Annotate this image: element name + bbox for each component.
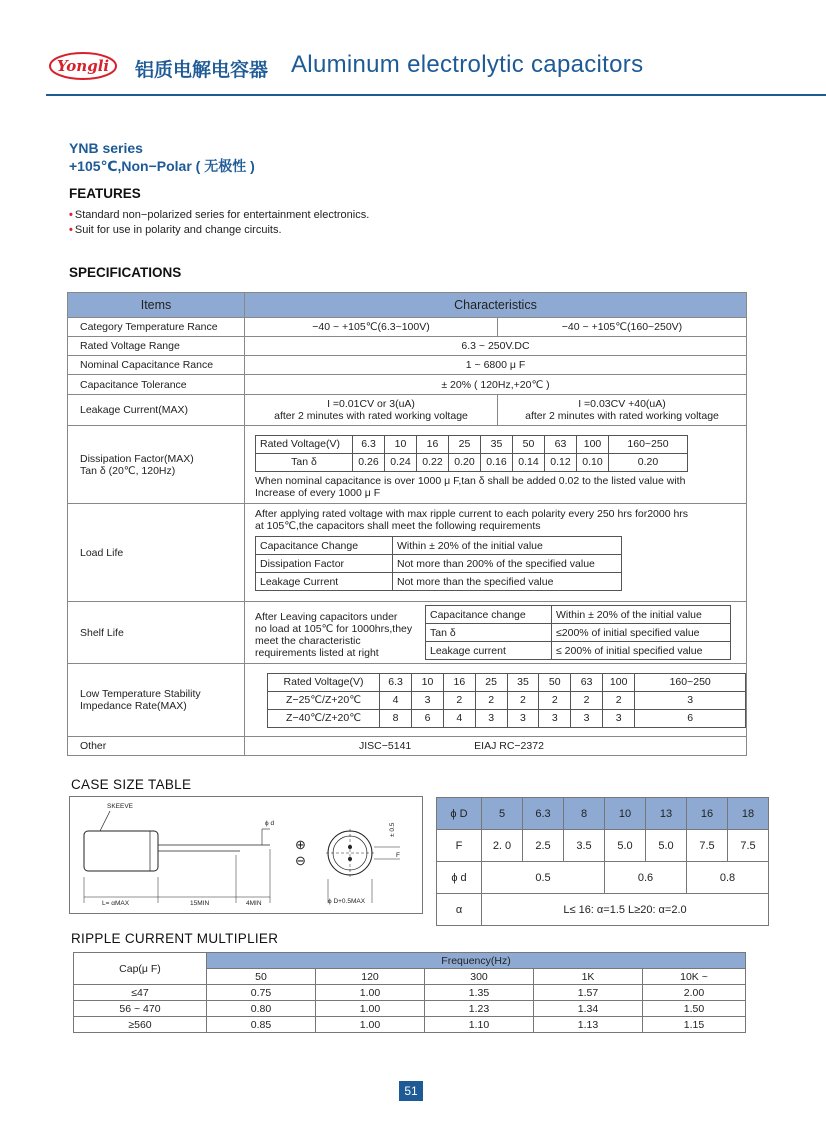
cell: Leakage current: [426, 642, 552, 660]
impedance-table: [267, 673, 746, 728]
load-life-table: [255, 536, 622, 591]
ripple-row: [74, 985, 746, 1001]
ripple-header-row: [74, 953, 746, 969]
cell: 1.35: [425, 985, 534, 1001]
features-list: [69, 208, 369, 238]
cell: F: [437, 830, 482, 862]
logo-text: Yongli: [56, 57, 110, 75]
cell: 2: [475, 691, 507, 709]
spec-label: Leakage Current(MAX): [68, 395, 245, 426]
text: requirements listed at right: [255, 647, 379, 659]
cell: ϕ d: [437, 862, 482, 894]
cell: 5.0: [646, 830, 687, 862]
cell: 1.23: [425, 1001, 534, 1017]
features-heading: FEATURES: [69, 186, 141, 201]
cell: 0.80: [207, 1001, 316, 1017]
cell: 6: [412, 709, 444, 727]
cell: ≥560: [74, 1017, 207, 1033]
cell: 0.8: [687, 862, 769, 894]
cell: 2: [507, 691, 539, 709]
standard-jis: JISC−5141: [359, 740, 412, 752]
cell: 0.24: [385, 453, 417, 471]
cell: 1.00: [316, 985, 425, 1001]
cell: Within ± 20% of the initial value: [393, 537, 622, 555]
cell: Z−25℃/Z+20℃: [268, 691, 380, 709]
text: Dissipation Factor(MAX): [80, 452, 194, 465]
cell: Tan δ: [256, 453, 353, 471]
cell: 3: [475, 709, 507, 727]
specifications-heading: SPECIFICATIONS: [69, 265, 182, 280]
cell: Tan δ: [426, 624, 552, 642]
cell: 10: [412, 673, 444, 691]
spec-value: [245, 426, 747, 504]
cell: 8: [380, 709, 412, 727]
spec-label: [68, 664, 245, 737]
cell: 10K ~: [643, 969, 746, 985]
frequency-header: Frequency(Hz): [207, 953, 746, 969]
text: after 2 minutes with rated working voltage: [274, 410, 468, 422]
spec-row: [68, 375, 747, 395]
cell: ≤200% of initial specified value: [552, 624, 731, 642]
cell: 0.10: [577, 453, 609, 471]
cell: 50: [207, 969, 316, 985]
spec-header-row: [68, 293, 747, 318]
cell: 1.00: [316, 1017, 425, 1033]
cell: 7.5: [728, 830, 769, 862]
case-row: [437, 862, 769, 894]
cell: 2.5: [523, 830, 564, 862]
cell: 3: [507, 709, 539, 727]
ripple-row: [74, 1017, 746, 1033]
cell: 1.10: [425, 1017, 534, 1033]
spec-label: Other: [68, 737, 245, 756]
cell: 5.0: [605, 830, 646, 862]
cell: 1.50: [643, 1001, 746, 1017]
spec-row: [68, 737, 747, 756]
cell: 1.57: [534, 985, 643, 1001]
standard-eiaj: EIAJ RC−2372: [474, 740, 544, 752]
cell: 0.22: [417, 453, 449, 471]
spec-label: Rated Voltage Range: [68, 337, 245, 356]
spec-value: [245, 395, 498, 426]
tolerance-label: ± 0.5: [389, 822, 396, 837]
cell: Capacitance Change: [256, 537, 393, 555]
brand-logo: [48, 50, 118, 82]
cell: 50: [539, 673, 571, 691]
cell: 300: [425, 969, 534, 985]
cell: 1.34: [534, 1001, 643, 1017]
cell: 2: [539, 691, 571, 709]
dissipation-note: [245, 475, 746, 499]
cell: 1.13: [534, 1017, 643, 1033]
cell: Leakage Current: [256, 573, 393, 591]
cell: 16: [443, 673, 475, 691]
col-items: Items: [68, 293, 245, 318]
min4-label: 4MIN: [246, 900, 262, 907]
feature-item: [69, 208, 369, 223]
cell: 1K: [534, 969, 643, 985]
cell: 25: [475, 673, 507, 691]
cell: 18: [728, 798, 769, 830]
spec-row: [68, 337, 747, 356]
cell: 0.6: [605, 862, 687, 894]
cell: 0.16: [481, 453, 513, 471]
text: Suit for use in polarity and change circuits.: [74, 224, 282, 236]
sleeve-label: SKEEVE: [107, 803, 134, 810]
cell: 25: [449, 435, 481, 453]
spec-label: Category Temperature Rance: [68, 318, 245, 337]
cell: 4: [443, 709, 475, 727]
spec-value: ± 20% ( 120Hz,+20℃ ): [245, 375, 747, 395]
tan-delta-table: [255, 435, 688, 472]
ripple-heading: RIPPLE CURRENT MULTIPLIER: [71, 931, 279, 946]
cell: 2: [443, 691, 475, 709]
spec-label: Nominal Capacitance Rance: [68, 356, 245, 375]
cell: 13: [646, 798, 687, 830]
cell: Dissipation Factor: [256, 555, 393, 573]
case-row: [437, 798, 769, 830]
spec-value: [245, 664, 747, 737]
text: after 2 minutes with rated working voltage: [525, 410, 719, 422]
cell: 0.5: [482, 862, 605, 894]
cell: 7.5: [687, 830, 728, 862]
title-chinese: 铝质电解电容器: [135, 59, 269, 81]
shelf-life-table: [425, 605, 731, 660]
cell: 3.5: [564, 830, 605, 862]
spec-row: [68, 356, 747, 375]
minus-icon: ⊖: [295, 853, 306, 868]
cell: 16: [417, 435, 449, 453]
text: Low Temperature Stability: [80, 688, 201, 700]
spec-row: [68, 602, 747, 664]
cell: 1.00: [316, 1001, 425, 1017]
spec-value: −40 ~ +105℃(6.3~100V): [245, 318, 498, 337]
cell: 0.85: [207, 1017, 316, 1033]
cell: Z−40℃/Z+20℃: [268, 709, 380, 727]
cell: 160~250: [635, 673, 746, 691]
cell: 16: [687, 798, 728, 830]
cell: ≤47: [74, 985, 207, 1001]
length-label: L= αMAX: [102, 900, 130, 907]
cell: 2. 0: [482, 830, 523, 862]
series-block: [69, 139, 255, 175]
cell: 6.3: [380, 673, 412, 691]
cap-header: Cap(μ F): [74, 953, 207, 985]
cell: 0.12: [545, 453, 577, 471]
spec-value: 1 ~ 6800 μ F: [245, 356, 747, 375]
spec-value: [245, 737, 747, 756]
case-size-heading: CASE SIZE TABLE: [71, 777, 192, 792]
text: After applying rated voltage with max ripple current to each polarity every 250 hrs for2000 hrs: [255, 508, 689, 520]
case-row: [437, 894, 769, 926]
ripple-table: [73, 952, 746, 1033]
case-row: [437, 830, 769, 862]
text: When nominal capacitance is over 1000 μ F,tan δ shall be added 0.02 to the listed value with: [255, 474, 686, 487]
spec-value: [498, 395, 747, 426]
cell: Not more than 200% of the specified value: [393, 555, 622, 573]
cell: 10: [385, 435, 417, 453]
cell: ϕ D: [437, 798, 482, 830]
text: Increase of every 1000 μ F: [255, 486, 381, 499]
col-characteristics: Characteristics: [245, 293, 747, 318]
spec-label: Capacitance Tolerance: [68, 375, 245, 395]
spec-row: [68, 426, 747, 504]
text: I =0.01CV or 3(uA): [327, 398, 415, 410]
cell: 2.00: [643, 985, 746, 1001]
cell: Not more than the specified value: [393, 573, 622, 591]
cell: 6.3: [353, 435, 385, 453]
cell: 0.20: [449, 453, 481, 471]
spec-value: −40 ~ +105℃(160~250V): [498, 318, 747, 337]
text: Impedance Rate(MAX): [80, 700, 187, 712]
text: I =0.03CV +40(uA): [578, 398, 666, 410]
text: at 105℃,the capacitors shall meet the following requirements: [255, 520, 541, 532]
cell: Capacitance change: [426, 606, 552, 624]
specifications-table: [67, 292, 747, 756]
load-life-intro: [245, 508, 746, 532]
spec-row: [68, 664, 747, 737]
cell: ≤ 200% of initial specified value: [552, 642, 731, 660]
feature-item: [69, 223, 369, 238]
spec-label: Load Life: [68, 504, 245, 602]
series-subtitle: +105℃,Non−Polar ( 无极性 ): [69, 158, 255, 174]
capacitor-drawing: [69, 796, 423, 914]
cell: 5: [482, 798, 523, 830]
cell: 0.75: [207, 985, 316, 1001]
cell: 35: [481, 435, 513, 453]
cell: 35: [507, 673, 539, 691]
cell: Within ± 20% of the initial value: [552, 606, 731, 624]
cell: 6: [635, 709, 746, 727]
cell: 100: [577, 435, 609, 453]
cell: 63: [571, 673, 603, 691]
spec-value: [245, 602, 747, 664]
diameter-label: ϕ D+0.5MAX: [328, 898, 366, 905]
bullet-icon: •: [69, 224, 73, 236]
cell: Rated Voltage(V): [256, 435, 353, 453]
spec-row: [68, 504, 747, 602]
cell: 160~250: [609, 435, 688, 453]
spec-label: Shelf Life: [68, 602, 245, 664]
case-size-table: [436, 797, 769, 926]
cell: 4: [380, 691, 412, 709]
spec-label: [68, 426, 245, 504]
text: Tan δ (20℃, 120Hz): [80, 464, 176, 477]
pitch-label: F: [396, 852, 400, 859]
cell: 63: [545, 435, 577, 453]
cell: 120: [316, 969, 425, 985]
cell: 3: [602, 709, 634, 727]
cell: 3: [571, 709, 603, 727]
text: meet the characteristic: [255, 635, 361, 647]
text: After Leaving capacitors under: [255, 611, 398, 623]
title-english: Aluminum electrolytic capacitors: [291, 51, 644, 78]
page-number: 51: [399, 1081, 423, 1101]
spec-row: [68, 318, 747, 337]
series-name: YNB series: [69, 140, 143, 156]
cell: 8: [564, 798, 605, 830]
cell: L≤ 16: α=1.5 L≥20: α=2.0: [482, 894, 769, 926]
cell: 3: [412, 691, 444, 709]
cell: 0.14: [513, 453, 545, 471]
spec-value: 6.3 ~ 250V.DC: [245, 337, 747, 356]
cell: 56 ~ 470: [74, 1001, 207, 1017]
cell: 3: [635, 691, 746, 709]
text: Standard non−polarized series for entertainment electronics.: [74, 209, 370, 221]
cell: 1.15: [643, 1017, 746, 1033]
min15-label: 15MIN: [190, 900, 210, 907]
cell: 50: [513, 435, 545, 453]
header-rule: [46, 94, 826, 96]
cell: 3: [539, 709, 571, 727]
cell: 0.26: [353, 453, 385, 471]
shelf-life-intro: [245, 605, 425, 659]
ripple-row: [74, 1001, 746, 1017]
cell: 2: [571, 691, 603, 709]
spec-value: [245, 504, 747, 602]
text: no load at 105℃ for 1000hrs,they: [255, 623, 413, 635]
cell: 0.20: [609, 453, 688, 471]
bullet-icon: •: [69, 209, 73, 221]
cell: 100: [602, 673, 634, 691]
cell: 10: [605, 798, 646, 830]
lead-diameter-label: ϕ d: [265, 820, 275, 827]
cell: 6.3: [523, 798, 564, 830]
cell: α: [437, 894, 482, 926]
spec-row: [68, 395, 747, 426]
cell: Rated Voltage(V): [268, 673, 380, 691]
cell: 2: [602, 691, 634, 709]
plus-icon: ⊕: [295, 837, 306, 852]
